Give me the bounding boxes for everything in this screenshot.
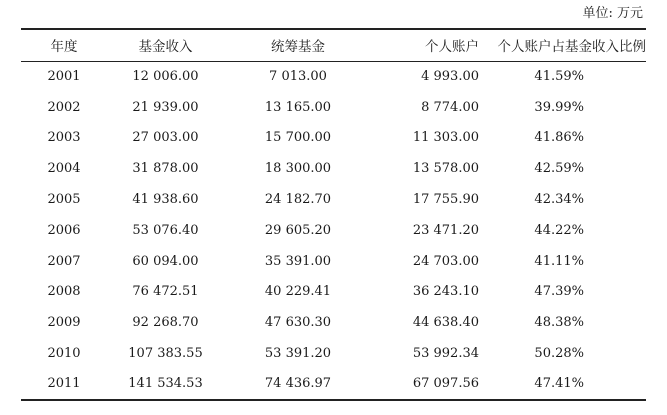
cell-personal-account: 23 471.20 bbox=[412, 222, 479, 238]
table-row bbox=[21, 246, 646, 277]
cell-personal-account: 36 243.10 bbox=[412, 284, 479, 300]
cell-year: 2002 bbox=[47, 99, 81, 115]
cell-fund-income: 21 939.00 bbox=[132, 99, 199, 115]
cell-personal-account: 11 303.00 bbox=[412, 130, 479, 146]
cell-pooled-fund: 35 391.00 bbox=[264, 253, 332, 269]
cell-personal-account: 4 993.00 bbox=[421, 69, 479, 85]
cell-pooled-fund: 18 300.00 bbox=[264, 161, 332, 177]
table-row bbox=[21, 184, 646, 215]
cell-personal-account: 53 992.34 bbox=[412, 346, 479, 362]
cell-year: 2004 bbox=[47, 161, 81, 177]
cell-personal-account: 13 578.00 bbox=[412, 161, 479, 177]
header-pooled-fund: 统筹基金 bbox=[271, 39, 325, 56]
table-row bbox=[21, 92, 646, 123]
cell-year: 2010 bbox=[47, 346, 81, 362]
table-row bbox=[21, 61, 646, 92]
cell-year: 2008 bbox=[47, 284, 81, 300]
header-fund-income: 基金收入 bbox=[138, 39, 193, 56]
cell-year: 2003 bbox=[47, 130, 81, 146]
cell-ratio: 39.99% bbox=[534, 99, 584, 115]
cell-pooled-fund: 74 436.97 bbox=[264, 376, 332, 392]
cell-fund-income: 92 268.70 bbox=[132, 315, 199, 331]
header-year: 年度 bbox=[50, 39, 78, 56]
cell-ratio: 47.41% bbox=[534, 376, 584, 392]
cell-pooled-fund: 7 013.00 bbox=[269, 69, 327, 85]
cell-ratio: 41.59% bbox=[534, 69, 584, 85]
cell-personal-account: 44 638.40 bbox=[412, 315, 479, 331]
table-row bbox=[21, 369, 646, 400]
header-ratio: 个人账户占基金收入比例 bbox=[497, 39, 646, 56]
cell-pooled-fund: 15 700.00 bbox=[264, 130, 332, 146]
cell-pooled-fund: 47 630.30 bbox=[264, 315, 332, 331]
cell-fund-income: 53 076.40 bbox=[132, 222, 199, 238]
cell-year: 2011 bbox=[47, 376, 81, 392]
cell-fund-income: 12 006.00 bbox=[132, 69, 199, 85]
table-row bbox=[21, 307, 646, 338]
cell-pooled-fund: 29 605.20 bbox=[264, 222, 332, 238]
cell-fund-income: 41 938.60 bbox=[132, 192, 199, 208]
cell-ratio: 42.59% bbox=[534, 161, 584, 177]
cell-year: 2001 bbox=[47, 69, 81, 85]
table-row bbox=[21, 153, 646, 184]
cell-ratio: 47.39% bbox=[534, 284, 584, 300]
cell-personal-account: 67 097.56 bbox=[412, 376, 479, 392]
cell-personal-account: 17 755.90 bbox=[412, 192, 479, 208]
cell-year: 2007 bbox=[47, 253, 81, 269]
cell-ratio: 48.38% bbox=[534, 315, 584, 331]
fund-table bbox=[21, 28, 646, 401]
cell-fund-income: 141 534.53 bbox=[128, 376, 203, 392]
cell-fund-income: 60 094.00 bbox=[132, 253, 199, 269]
cell-ratio: 44.22% bbox=[534, 222, 584, 238]
table-row bbox=[21, 123, 646, 154]
table-body bbox=[21, 61, 646, 400]
table-row bbox=[21, 215, 646, 246]
cell-personal-account: 24 703.00 bbox=[412, 253, 479, 269]
cell-fund-income: 31 878.00 bbox=[132, 161, 199, 177]
table-header bbox=[21, 29, 646, 61]
cell-year: 2005 bbox=[47, 192, 81, 208]
table-row bbox=[21, 338, 646, 369]
cell-pooled-fund: 13 165.00 bbox=[264, 99, 332, 115]
cell-fund-income: 27 003.00 bbox=[132, 130, 199, 146]
cell-pooled-fund: 24 182.70 bbox=[264, 192, 332, 208]
table-row bbox=[21, 277, 646, 308]
header-personal-account: 个人账户 bbox=[425, 39, 479, 56]
header-row bbox=[21, 29, 646, 61]
unit-label: 单位: 万元 bbox=[582, 6, 643, 21]
cell-ratio: 41.86% bbox=[534, 130, 584, 146]
cell-year: 2006 bbox=[47, 222, 81, 238]
cell-fund-income: 107 383.55 bbox=[128, 346, 203, 362]
cell-ratio: 50.28% bbox=[534, 346, 584, 362]
cell-pooled-fund: 40 229.41 bbox=[264, 284, 332, 300]
cell-ratio: 42.34% bbox=[534, 192, 584, 208]
cell-pooled-fund: 53 391.20 bbox=[264, 346, 332, 362]
cell-fund-income: 76 472.51 bbox=[132, 284, 199, 300]
cell-ratio: 41.11% bbox=[534, 253, 584, 269]
cell-year: 2009 bbox=[47, 315, 81, 331]
cell-personal-account: 8 774.00 bbox=[421, 99, 479, 115]
